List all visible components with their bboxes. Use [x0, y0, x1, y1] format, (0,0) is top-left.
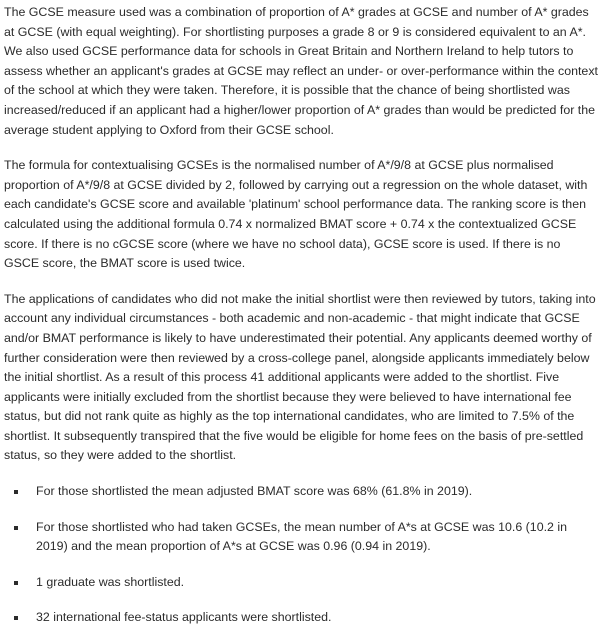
list-item-text: 32 international fee-status applicants were shortlisted.	[36, 610, 332, 625]
bullet-square-icon	[14, 490, 18, 494]
paragraph-contextual-formula: The formula for contextualising GCSEs is the normalised number of A*/9/8 at GCSE plus normalised proportion of A*/9/8 at GCSE divided by 2, followed by carrying out a regression on the whole dataset, with each candidate's GCSE score and available 'platinum' school performance data. The ranking score is then calculated using the additional formula 0.74 x normalized BMAT score + 0.74 x the contextualized GCSE score. If there is no cGCSE score (where we have no school data), GCSE score is used. If there is no GSCE score, the BMAT score is used twice.	[4, 158, 588, 271]
list-item-text: For those shortlisted who had taken GCSEs, the mean number of A*s at GCSE was 10.6 (10.2 in 2019) and the mean proportion of A*s at GCSE was 0.96 (0.94 in 2019).	[36, 519, 568, 554]
paragraph-shortlist-review: The applications of candidates who did not make the initial shortlist were then reviewed by tutors, taking into account any individual circumstances - both academic and non-academic - that might indicate that GCSE and/or BMAT performance is likely to have underestimated their potential. Any applicants deemed worthy of further consideration were then reviewed by a cross-college panel, alongside applicants immediately below the initial shortlist. As a result of this process 41 additional applicants were added to the shortlist. Five applicants were initially excluded from the shortlist because they were believed to have international fee status, but did not rank quite as highly as the top international candidates, who are limited to 7.5% of the shortlist. It subsequently transpired that the five would be eligible for home fees on the basis of pre-settled status, so they were added to the shortlist.	[4, 291, 596, 463]
list-item	[4, 573, 598, 593]
document-body	[4, 0, 598, 644]
bullet-square-icon	[14, 581, 18, 585]
bullet-square-icon	[14, 526, 18, 530]
list-item-text: For those shortlisted the mean adjusted BMAT score was 68% (61.8% in 2019).	[36, 484, 473, 499]
list-item	[4, 482, 598, 502]
bullet-square-icon	[14, 616, 18, 620]
statistics-list	[4, 482, 598, 628]
paragraph-gcse-measure: The GCSE measure used was a combination of proportion of A* grades at GCSE and number of A* grades at GCSE (with equal weighting). For shortlisting purposes a grade 8 or 9 is considered equivalent to an A*. We also used GCSE performance data for schools in Great Britain and Northern Ireland to help tutors to assess whether an applicant's grades at GCSE may reflect an under- or over-performance within the context of the school at which they were taken. Therefore, it is possible that the chance of being shortlisted was increased/reduced if an applicant had a higher/lower proportion of A* grades than would be predicted for the average student applying to Oxford from their GCSE school.	[4, 5, 598, 137]
list-item	[4, 608, 598, 628]
list-item	[4, 518, 598, 557]
list-item-text: 1 graduate was shortlisted.	[36, 574, 185, 589]
